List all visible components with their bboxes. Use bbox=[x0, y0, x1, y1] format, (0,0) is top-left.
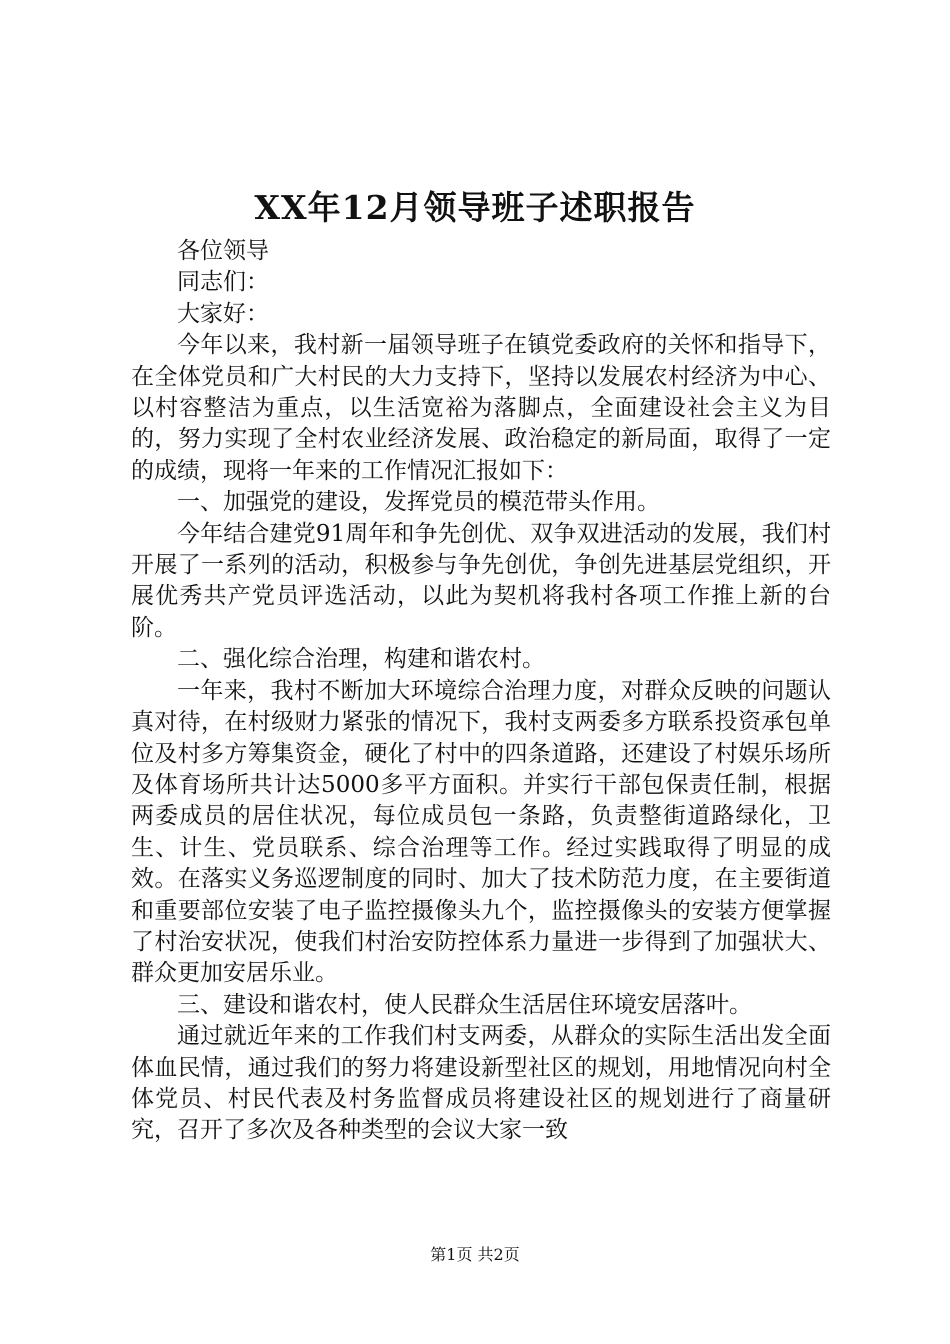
section-1-paragraph: 今年结合建党91周年和争先创优、双争双进活动的发展，我们村开展了一系列的活动，积极参与争先创优，争创先进基层党组织，开展优秀共产党员评选活动，以此为契机将我村各项工作推上新的台阶。 bbox=[131, 520, 831, 641]
section-heading-2: 二、强化综合治理，构建和谐农村。 bbox=[177, 646, 545, 673]
section-heading-3: 三、建设和谐农村，使人民群众生活居住环境安居落叶。 bbox=[177, 991, 752, 1018]
salutation-greeting: 大家好： bbox=[177, 300, 269, 327]
section-2-paragraph: 一年来，我村不断加大环境综合治理力度，对群众反映的问题认真对待，在村级财力紧张的情况下，我村支两委多方联系投资承包单位及村多方筹集资金，硬化了村中的四条道路，还建设了村娱乐场所及体育场所共计达5000多平方面积。并实行干部包保责任制，根据两委成员的居住状况，每位成员包一条路，负责整街道路绿化，卫生、计生、党员联系、综合治理等工作。经过实践取得了明显的成效。在落实义务巡逻制度的同时、加大了技术防范力度，在主要街道和重要部位安装了电子监控摄像头九个，监控摄像头的安装方便掌握了村治安状况，使我们村治安防控体系力量进一步得到了加强状大、群众更加安居乐业。 bbox=[131, 677, 831, 987]
intro-paragraph: 今年以来，我村新一届领导班子在镇党委政府的关怀和指导下，在全体党员和广大村民的大力支持下，坚持以发展农村经济为中心、以村容整洁为重点，以生活宽裕为落脚点，全面建设社会主义为目的，努力实现了全村农业经济发展、政治稳定的新局面，取得了一定的成绩，现将一年来的工作情况汇报如下： bbox=[131, 332, 831, 484]
page-number-footer: 第1页 共2页 bbox=[430, 1245, 520, 1264]
page-title: XX年12月领导班子述职报告 bbox=[254, 188, 696, 227]
salutation-leaders: 各位领导 bbox=[177, 238, 269, 264]
document-body bbox=[131, 236, 831, 1147]
section-3-paragraph: 通过就近年来的工作我们村支两委，从群众的实际生活出发全面体血民情，通过我们的努力将建设新型社区的规划，用地情况向村全体党员、村民代表及村务监督成员将建设社区的规划进行了商量研究，召开了多次及各种类型的会议大家一致 bbox=[131, 1023, 831, 1144]
salutation-comrades: 同志们： bbox=[177, 269, 269, 296]
section-heading-1: 一、加强党的建设，发挥党员的模范带头作用。 bbox=[177, 489, 660, 516]
